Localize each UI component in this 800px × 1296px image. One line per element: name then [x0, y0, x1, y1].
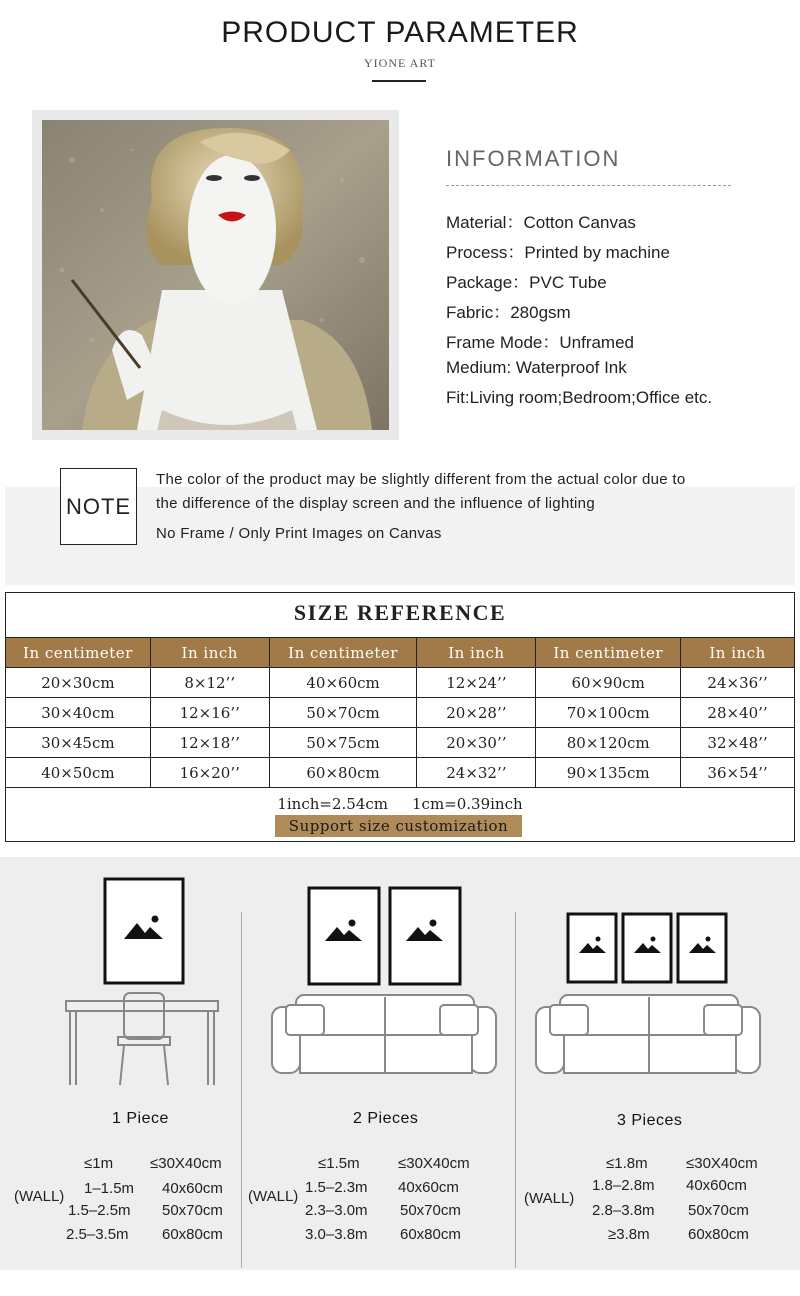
wall-range: 3.0–3.8m [305, 1226, 368, 1243]
frame-icon [390, 888, 460, 984]
brand-subtitle: YIONE ART [364, 56, 436, 70]
info-fabric: Fabric：280gsm [446, 303, 571, 322]
size-table-header [6, 638, 795, 668]
note-label: NOTE [60, 468, 137, 545]
title-underline [372, 80, 426, 82]
wall-range: 2.3–3.0m [305, 1202, 368, 1219]
table-cell: 30×45cm [6, 728, 151, 758]
print-size: 60x80cm [688, 1226, 749, 1243]
group-label-1-piece: 1 Piece [112, 1110, 169, 1127]
print-size: ≤30X40cm [398, 1155, 470, 1172]
wall-range: 1.5–2.5m [68, 1202, 131, 1219]
wall-range: 1–1.5m [84, 1180, 135, 1197]
frame-icon [623, 914, 671, 982]
frame-icon [309, 888, 379, 984]
wall-range: ≤1.5m [318, 1155, 360, 1172]
info-material: Material：Cotton Canvas [446, 213, 636, 232]
print-size: 50x70cm [688, 1202, 749, 1219]
page-title: PRODUCT PARAMETER [221, 16, 579, 49]
wall-range: ≥3.8m [608, 1226, 650, 1243]
size-reference-title: SIZE REFERENCE [293, 600, 507, 625]
wall-range: ≤1.8m [606, 1155, 648, 1172]
table-cell: 12×16’’ [150, 698, 269, 728]
table-cell: 50×70cm [269, 698, 417, 728]
wall-label: (WALL) [524, 1190, 575, 1207]
print-size: 40x60cm [686, 1177, 747, 1194]
wall-range: 1.5–2.3m [305, 1179, 368, 1196]
table-row [6, 728, 795, 758]
sofa-icon [536, 995, 760, 1073]
table-cell: 12×24’’ [417, 668, 536, 698]
sofa-icon [272, 995, 496, 1073]
table-cell: 40×60cm [269, 668, 417, 698]
cm-to-inch: 1cm=0.39inch [412, 795, 523, 813]
table-cell: 60×90cm [536, 668, 681, 698]
group-label-2-pieces: 2 Pieces [353, 1110, 419, 1127]
note-text-line3: No Frame / Only Print Images on Canvas [156, 525, 442, 542]
note-text-line2: the difference of the display screen and the influence of lighting [156, 495, 595, 512]
print-size: ≤30X40cm [150, 1155, 222, 1172]
information-heading: INFORMATION [446, 146, 621, 171]
table-cell: 20×30’’ [417, 728, 536, 758]
col-header: In inch [417, 638, 536, 668]
table-cell: 40×50cm [6, 758, 151, 788]
table-cell: 32×48’’ [681, 728, 795, 758]
table-cell: 60×80cm [269, 758, 417, 788]
col-header: In inch [150, 638, 269, 668]
table-cell: 20×28’’ [417, 698, 536, 728]
support-customization-badge: Support size customization [275, 815, 522, 837]
table-cell: 28×40’’ [681, 698, 795, 728]
table-cell: 36×54’’ [681, 758, 795, 788]
wall-range: ≤1m [84, 1155, 114, 1172]
print-size: 50x70cm [400, 1202, 461, 1219]
info-frame-mode: Frame Mode：Unframed [446, 333, 635, 352]
info-medium: Medium: Waterproof Ink [446, 358, 627, 377]
table-cell: 24×32’’ [417, 758, 536, 788]
print-size: 40x60cm [162, 1180, 223, 1197]
desk-chair-icon [66, 993, 218, 1085]
product-image [32, 110, 399, 440]
frame-icon [678, 914, 726, 982]
wall-label: (WALL) [14, 1188, 65, 1205]
table-cell: 12×18’’ [150, 728, 269, 758]
col-header: In centimeter [6, 638, 151, 668]
wall-range: 2.5–3.5m [66, 1226, 129, 1243]
unit-conversion [5, 795, 795, 813]
print-size: 50x70cm [162, 1202, 223, 1219]
table-row [6, 758, 795, 788]
wall-label: (WALL) [248, 1188, 299, 1205]
frame-icon [568, 914, 616, 982]
print-size: 60x80cm [162, 1226, 223, 1243]
wall-range: 2.8–3.8m [592, 1202, 655, 1219]
size-table [5, 637, 795, 788]
table-row [6, 698, 795, 728]
print-size: 60x80cm [400, 1226, 461, 1243]
table-cell: 70×100cm [536, 698, 681, 728]
table-cell: 8×12’’ [150, 668, 269, 698]
col-header: In centimeter [536, 638, 681, 668]
table-cell: 16×20’’ [150, 758, 269, 788]
table-cell: 20×30cm [6, 668, 151, 698]
print-size: ≤30X40cm [686, 1155, 758, 1172]
table-cell: 30×40cm [6, 698, 151, 728]
info-fit: Fit:Living room;Bedroom;Office etc. [446, 388, 713, 407]
col-header: In inch [681, 638, 795, 668]
room-illustrations [0, 857, 800, 1097]
print-size: 40x60cm [398, 1179, 459, 1196]
table-cell: 80×120cm [536, 728, 681, 758]
information-divider [446, 185, 731, 186]
note-text-line1: The color of the product may be slightly different from the actual color due to [156, 471, 686, 488]
group-label-3-pieces: 3 Pieces [617, 1112, 683, 1129]
table-row [6, 668, 795, 698]
table-cell: 24×36’’ [681, 668, 795, 698]
table-cell: 50×75cm [269, 728, 417, 758]
info-process: Process：Printed by machine [446, 243, 670, 262]
info-package: Package：PVC Tube [446, 273, 607, 292]
table-cell: 90×135cm [536, 758, 681, 788]
frame-icon [105, 879, 183, 983]
wall-range: 1.8–2.8m [592, 1177, 655, 1194]
col-header: In centimeter [269, 638, 417, 668]
inch-to-cm: 1inch=2.54cm [277, 795, 388, 813]
